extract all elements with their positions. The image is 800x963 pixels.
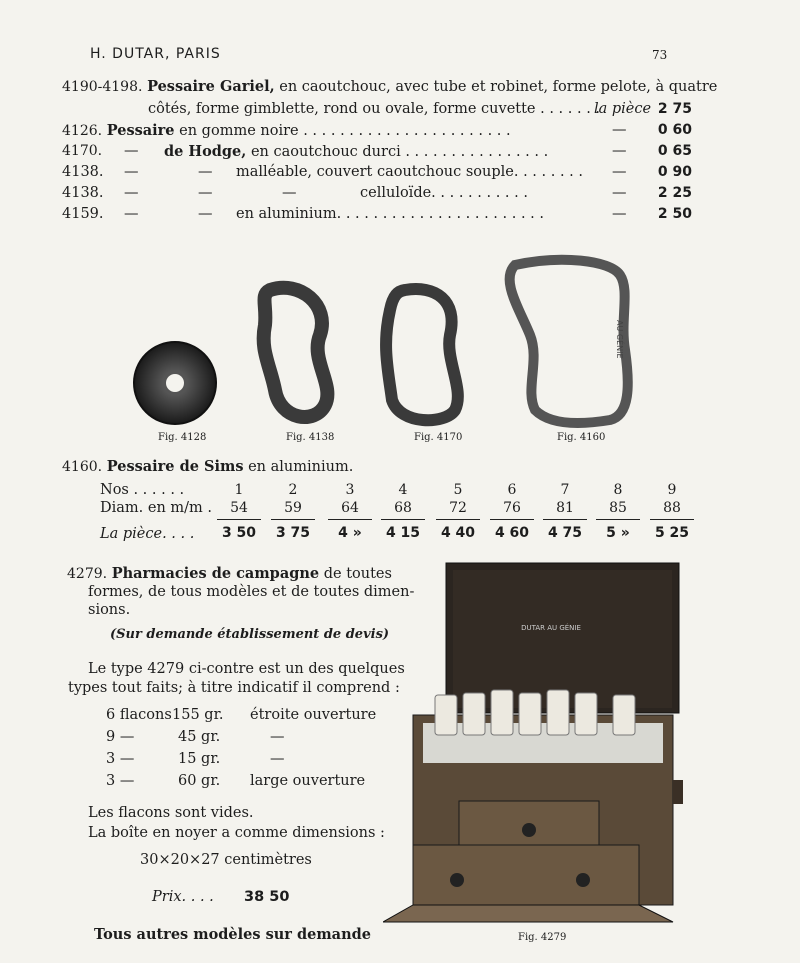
item-4170-text: de Hodge, en caoutchouc durci . . . . . . . . . . . . . . . . [164, 143, 549, 160]
item-4190-price: 2 75 [657, 101, 692, 117]
fig-4138-pessary [264, 288, 328, 417]
pharmacie-vides: Les flacons sont vides. [88, 805, 254, 821]
sims-diam-cell: 68 [394, 500, 412, 516]
sims-diam-cell: 64 [341, 500, 359, 516]
sims-diam-cell: 59 [284, 500, 302, 516]
svg-text:AU GÉNIE: AU GÉNIE [615, 320, 624, 359]
sims-no-cell: 5 [453, 482, 463, 498]
sims-diam-cell: 76 [503, 500, 521, 516]
item-4126: 4126. Pessaire en gomme noire . . . . . . . . . . . . . . . . . . . . . . . [62, 122, 511, 139]
item-4138a-text: malléable, couvert caoutchouc souple. . . . . . . . [236, 164, 584, 180]
item-4138a-dash: — [124, 164, 139, 180]
sims-price-cell: 3 50 [221, 525, 257, 541]
item-4138a-unit: — [612, 164, 627, 180]
sims-diam-cell: 72 [449, 500, 467, 516]
sims-price-cell: 4 40 [440, 525, 476, 541]
sims-price-cell: 5 25 [654, 525, 690, 541]
flacon-desc: — [270, 729, 285, 745]
page-header-publisher: H. DUTAR, PARIS [90, 46, 221, 62]
flacon-grams: 60 gr. [178, 773, 221, 789]
item-4190-unit: la pièce [594, 101, 652, 117]
sims-diam-cell: 85 [609, 500, 627, 516]
caption-fig-4279: Fig. 4279 [518, 932, 567, 943]
pharmacie-line3: sions. [88, 602, 131, 618]
sims-rule [271, 519, 315, 520]
sims-rule [650, 519, 694, 520]
flacon-grams: 45 gr. [178, 729, 221, 745]
item-4190-line1: 4190-4198. Pessaire Gariel, en caoutchouc, avec tube et robinet, forme pelote, à quatre [62, 78, 718, 95]
sims-no-cell: 6 [507, 482, 517, 498]
fig-4170-pessary [386, 289, 458, 420]
pharmacie-p2: types tout faits; à titre indicatif il comprend : [68, 680, 400, 696]
fig-4160-pessary [510, 260, 628, 423]
caption-fig-4128: Fig. 4128 [158, 432, 207, 443]
svg-text:DUTAR AU GÉNIE: DUTAR AU GÉNIE [521, 624, 581, 632]
sims-price-cell: 4 » [338, 525, 362, 541]
pharmacie-box-illustration [383, 555, 693, 933]
pharmacie-p1: Le type 4279 ci-contre est un des quelques [88, 661, 405, 677]
sims-rule [381, 519, 425, 520]
sims-rule [217, 519, 261, 520]
sims-rule [328, 519, 372, 520]
item-4126-price: 0 60 [657, 122, 692, 138]
item-4170-unit: — [612, 143, 627, 159]
sims-rule [490, 519, 534, 520]
flacon-desc: étroite ouverture [250, 707, 377, 723]
caption-fig-4170: Fig. 4170 [414, 432, 463, 443]
sims-no-cell: 2 [288, 482, 298, 498]
sims-heading: 4160. Pessaire de Sims en aluminium. [62, 458, 354, 475]
item-4138a-dash2: — [198, 164, 213, 180]
flacon-count: 3 — [106, 751, 135, 767]
pharmacie-heading: 4279. Pharmacies de campagne de toutes [67, 565, 392, 582]
sims-label-diam: Diam. en m/m . [100, 500, 213, 516]
pharmacie-prix-label: Prix. . . . [152, 889, 214, 905]
page-number: 73 [652, 48, 668, 62]
item-4159-text: en aluminium. . . . . . . . . . . . . . . . . . . . . . . [236, 206, 545, 222]
sims-price-cell: 4 75 [547, 525, 583, 541]
sims-price-cell: 5 » [606, 525, 630, 541]
sims-price-cell: 4 15 [385, 525, 421, 541]
item-4138b-dash: — [124, 185, 139, 201]
sims-rule [436, 519, 480, 520]
item-4170-dash: — [124, 143, 139, 159]
pharmacie-line2: formes, de tous modèles et de toutes dimen- [88, 584, 415, 600]
pharmacie-note: (Sur demande établissement de devis) [110, 627, 390, 642]
caption-fig-4138: Fig. 4138 [286, 432, 335, 443]
caption-fig-4160: Fig. 4160 [557, 432, 606, 443]
sims-diam-cell: 54 [230, 500, 248, 516]
item-4190-line2: côtés, forme gimblette, rond ou ovale, forme cuvette . . . . . . . [148, 101, 601, 117]
sims-price-cell: 3 75 [275, 525, 311, 541]
item-4138a-price: 0 90 [657, 164, 692, 180]
flacon-grams: 155 gr. [172, 707, 224, 723]
item-4159-dash2: — [198, 206, 213, 222]
sims-diam-cell: 88 [663, 500, 681, 516]
sims-rule [596, 519, 640, 520]
item-4170: 4170. [62, 143, 103, 159]
item-4159-unit: — [612, 206, 627, 222]
item-4159-ref: 4159. [62, 206, 104, 222]
item-4159-dash: — [124, 206, 139, 222]
pharmacie-prix: 38 50 [244, 889, 290, 905]
sims-no-cell: 9 [667, 482, 677, 498]
pharmacie-dimensions: 30×20×27 centimètres [140, 852, 312, 868]
sims-diam-cell: 81 [556, 500, 574, 516]
item-4138b-unit: — [612, 185, 627, 201]
item-4138b-dash2: — [198, 185, 213, 201]
item-4138b-text: celluloïde. . . . . . . . . . . [360, 185, 528, 201]
sims-price-cell: 4 60 [494, 525, 530, 541]
fig-4128-ring [134, 342, 216, 424]
sims-label-piece: La pièce. . . . [100, 526, 195, 542]
flacon-count: 3 — [106, 773, 135, 789]
sims-no-cell: 4 [398, 482, 408, 498]
item-4138b-price: 2 25 [657, 185, 692, 201]
flacon-grams: 15 gr. [178, 751, 221, 767]
sims-rule [543, 519, 587, 520]
pessary-figures [120, 250, 660, 450]
sims-no-cell: 7 [560, 482, 570, 498]
sims-no-cell: 1 [234, 482, 244, 498]
item-4138b-ref: 4138. [62, 185, 104, 201]
flacon-count: 9 — [106, 729, 135, 745]
pharmacie-footer: Tous autres modèles sur demande [94, 926, 371, 943]
item-4138a-ref: 4138. [62, 164, 104, 180]
flacon-desc: large ouverture [250, 773, 366, 789]
sims-no-cell: 8 [613, 482, 623, 498]
flacon-count: 6 flacons [106, 707, 172, 723]
sims-label-nos: Nos . . . . . . [100, 482, 185, 498]
pharmacie-boite: La boîte en noyer a comme dimensions : [88, 825, 385, 841]
item-4138b-dash3: — [282, 185, 297, 201]
sims-no-cell: 3 [345, 482, 355, 498]
item-4126-unit: — [612, 122, 627, 138]
flacon-desc: — [270, 751, 285, 767]
item-4159-price: 2 50 [657, 206, 692, 222]
item-4170-price: 0 65 [657, 143, 692, 159]
